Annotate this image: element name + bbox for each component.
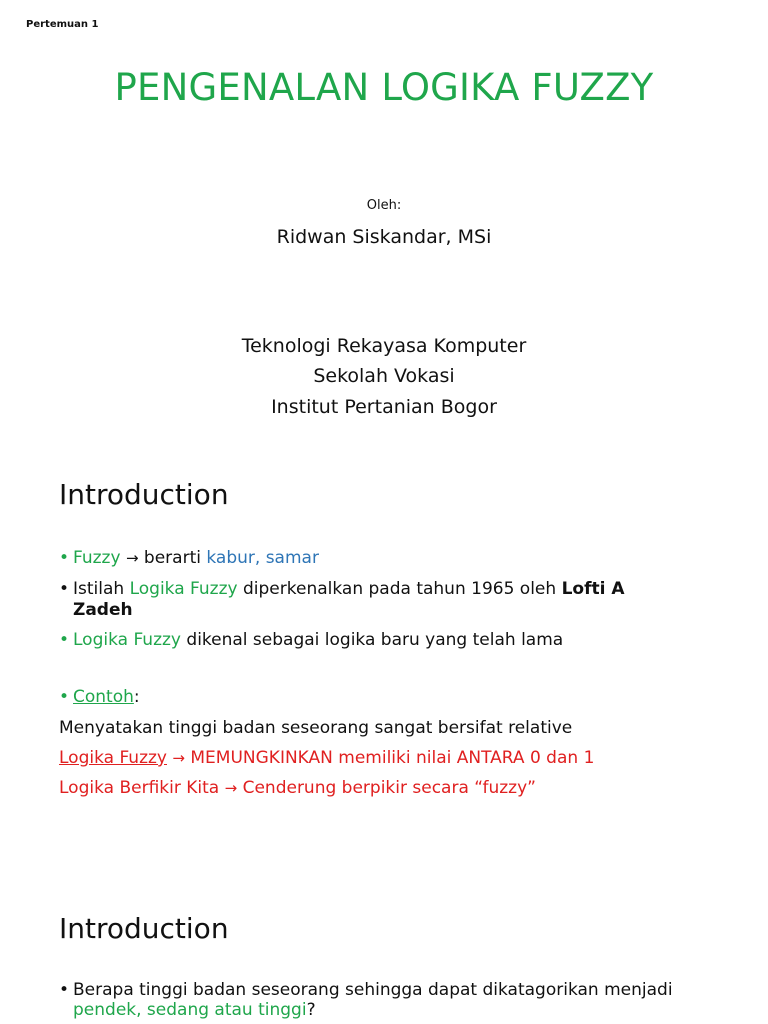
department-name: Teknologi Rekayasa Komputer — [241, 335, 527, 357]
bullet-text: dikenal sebagai logika baru yang telah lama — [186, 630, 564, 650]
bullet-icon: • — [59, 980, 70, 1000]
arrow-right-icon: → — [125, 549, 139, 567]
question-continuation — [73, 1000, 316, 1021]
slide-heading: Introduction — [59, 912, 229, 945]
term-logika-fuzzy: Logika Fuzzy — [129, 579, 238, 599]
bullet-known-as — [59, 630, 563, 651]
institution-name: Institut Pertanian Bogor — [271, 396, 497, 418]
term-logika-fuzzy: Logika Fuzzy — [73, 630, 181, 650]
session-label: Pertemuan 1 — [26, 19, 99, 30]
bullet-icon: • — [59, 630, 70, 650]
example-line-3 — [59, 778, 536, 799]
term-logika-berfikir: Logika Berfikir Kita — [59, 778, 220, 798]
example-text: MEMUNGKINKAN memiliki nilai ANTARA 0 dan 1 — [190, 748, 595, 768]
example-text: Cenderung berpikir secara “fuzzy” — [242, 778, 536, 798]
height-categories: pendek, sedang atau tinggi — [73, 1000, 307, 1020]
question-mark: ? — [306, 1000, 316, 1020]
bullet-text: berarti — [143, 548, 201, 568]
title-slide — [0, 0, 768, 450]
example-label — [59, 687, 140, 708]
bullet-icon: • — [59, 579, 70, 599]
arrow-right-icon: → — [224, 779, 238, 797]
bullet-text-start: Istilah — [73, 579, 125, 599]
term-logika-fuzzy: Logika Fuzzy — [59, 748, 167, 768]
bullet-text-mid: diperkenalkan pada tahun 1965 oleh — [243, 579, 557, 599]
bullet-question — [59, 980, 673, 1001]
by-label: Oleh: — [366, 198, 402, 213]
author-name: Ridwan Siskandar, MSi — [276, 226, 492, 248]
example-term: Contoh — [73, 687, 134, 707]
slide-heading: Introduction — [59, 478, 229, 511]
term-fuzzy: Fuzzy — [73, 548, 121, 568]
question-text: Berapa tinggi badan seseorang sehingga dapat dikatagorikan menjadi — [73, 980, 673, 1000]
example-colon: : — [133, 687, 140, 707]
school-name: Sekolah Vokasi — [313, 365, 455, 387]
bullet-icon: • — [59, 687, 70, 707]
presentation-title: PENGENALAN LOGIKA FUZZY — [114, 66, 654, 109]
bullet-history — [59, 579, 625, 600]
bullet-fuzzy-meaning — [59, 548, 319, 569]
inventor-name-part2: Zadeh — [73, 600, 133, 620]
introduction-slide-2 — [0, 870, 768, 1024]
example-line-2 — [59, 748, 594, 769]
inventor-name-part1: Lofti A — [561, 579, 625, 599]
example-line-1: Menyatakan tinggi badan seseorang sangat bersifat relative — [59, 718, 573, 738]
introduction-slide — [0, 450, 768, 870]
bullet-icon: • — [59, 548, 70, 568]
term-meaning: kabur, samar — [206, 548, 319, 568]
arrow-right-icon: → — [172, 749, 185, 767]
